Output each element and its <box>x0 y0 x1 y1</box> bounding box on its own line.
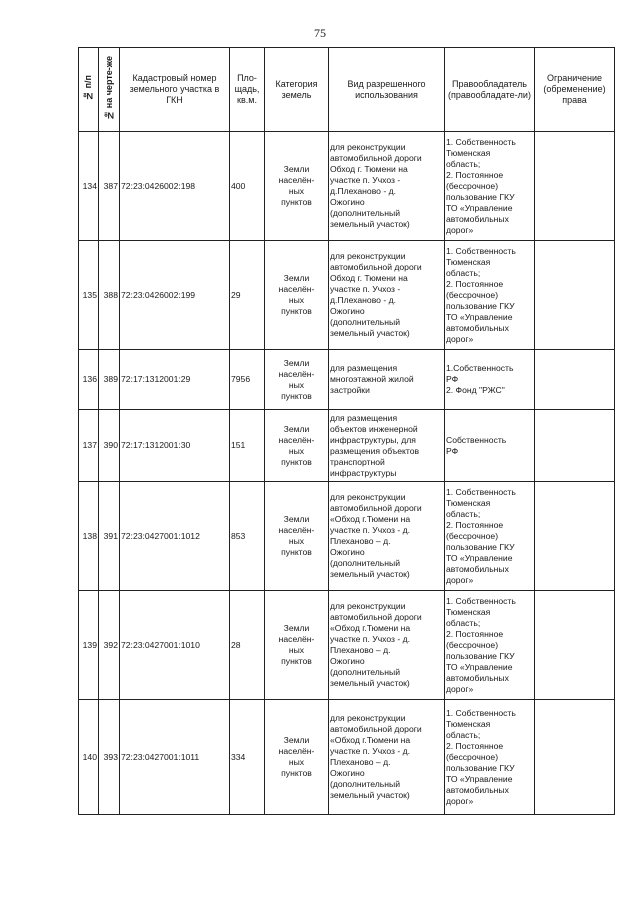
cell-owner-line: дорог» <box>446 333 474 344</box>
cell-use-line: для размещения <box>330 412 398 423</box>
cell-num: 137 <box>79 410 99 482</box>
cell-category-line: пунктов <box>281 197 312 207</box>
cell-category-line: Земли <box>283 164 310 174</box>
cell-owner-line: (бессрочное) <box>446 180 499 191</box>
cell-drawing: 393 <box>99 700 120 815</box>
cell-owner-line: Собственность <box>446 434 507 445</box>
cell-owner-line: 1. Собственность <box>446 595 516 606</box>
cell-area: 28 <box>230 591 265 700</box>
cell-owner-line: пользование ГКУ <box>446 191 515 202</box>
cell-use-line: земельный участок) <box>330 219 410 229</box>
cell-category-line: Земли <box>283 423 310 434</box>
cell-owner-line: 2. Постоянное <box>446 278 504 289</box>
cell-use-line: Плеханово – д. <box>330 757 391 767</box>
cell-use-line: земельный участок) <box>330 790 410 800</box>
cell-use-line: для реконструкции <box>330 713 406 723</box>
cell-cadastral: 72:23:0426002:199 <box>120 241 230 350</box>
cell-use-line: автомобильной дороги <box>330 612 422 622</box>
header-category: Категория земель <box>265 48 329 132</box>
cell-owner-line: дорог» <box>446 683 474 694</box>
cell-use-line: Ожогино <box>330 768 365 778</box>
page-number: 75 <box>314 26 326 40</box>
cell-restriction <box>535 700 615 815</box>
cell-owner-line: (бессрочное) <box>446 639 499 650</box>
header-cadastral: Кадастровый номер земельного участка в ГКН <box>120 48 230 132</box>
cell-use-line: участке п. Учхоз - <box>330 284 401 294</box>
cell-category-line: населён- <box>278 368 315 379</box>
cell-category-line: Земли <box>283 357 310 368</box>
cell-owner-line: ТО «Управление <box>446 552 513 563</box>
header-restriction: Ограничение (обременение) права <box>535 48 615 132</box>
table-row <box>79 591 615 700</box>
cell-owner-line: область; <box>446 267 481 278</box>
table-row <box>79 700 615 815</box>
cell-use-line: (дополнительный <box>330 208 401 218</box>
cell-owner <box>445 350 535 410</box>
cell-category-line: населён- <box>278 175 315 185</box>
table-row <box>79 482 615 591</box>
cell-owner-line: Тюменская <box>446 497 491 508</box>
cell-category <box>265 482 329 591</box>
cell-owner <box>445 410 535 482</box>
cell-owner-line: 1. Собственность <box>446 707 516 718</box>
cell-owner-line: 1. Собственность <box>446 245 516 256</box>
cell-owner-line: область; <box>446 158 481 169</box>
cell-owner-line: автомобильных <box>446 672 509 683</box>
cell-use-line: для размещения <box>330 363 398 373</box>
cell-num: 136 <box>79 350 99 410</box>
cell-drawing: 389 <box>99 350 120 410</box>
cell-use-line: д.Плеханово - д. <box>330 295 396 305</box>
cell-owner-line: (бессрочное) <box>446 751 499 762</box>
cell-use-line: размещения объектов <box>330 445 420 456</box>
cell-use-line: объектов инженерной <box>330 423 418 434</box>
cell-owner-line: пользование ГКУ <box>446 541 515 552</box>
cell-use-line: автомобильной дороги <box>330 262 422 272</box>
cell-owner-line: Тюменская <box>446 718 491 729</box>
cell-use-line: (дополнительный <box>330 317 401 327</box>
cell-owner-line: Тюменская <box>446 256 491 267</box>
cell-use-line: земельный участок) <box>330 678 410 688</box>
cell-category-line: ных <box>288 295 305 305</box>
cell-owner-line: дорог» <box>446 224 474 235</box>
cell-owner <box>445 591 535 700</box>
cell-num: 140 <box>79 700 99 815</box>
table-row <box>79 410 615 482</box>
cell-owner-line: 2. Постоянное <box>446 628 504 639</box>
cell-cadastral: 72:17:1312001:29 <box>120 350 230 410</box>
cell-category-line: населён- <box>278 634 315 644</box>
cell-category <box>265 700 329 815</box>
cell-area: 853 <box>230 482 265 591</box>
cell-use-line: Ожогино <box>330 197 365 207</box>
cell-use-line: Ожогино <box>330 656 365 666</box>
cell-restriction <box>535 132 615 241</box>
table-row <box>79 132 615 241</box>
cell-use-line: «Обход г.Тюмени на <box>330 514 411 524</box>
cell-use-line: для реконструкции <box>330 142 406 152</box>
cell-category <box>265 350 329 410</box>
cell-category-line: ных <box>288 186 305 196</box>
cell-owner-line: 1. Собственность <box>446 136 516 147</box>
cell-use-line: Ожогино <box>330 306 365 316</box>
cell-use-line: инфраструктуры, для <box>330 434 416 445</box>
table-body <box>79 132 615 815</box>
cell-category-line: ных <box>288 757 305 767</box>
cell-owner-line: дорог» <box>446 795 474 806</box>
cell-use-line: для реконструкции <box>330 601 406 611</box>
cell-owner-line: пользование ГКУ <box>446 762 515 773</box>
cell-use-line: Обход г. Тюмени на <box>330 273 408 283</box>
cell-category-line: пунктов <box>281 306 312 316</box>
cell-use-line: д.Плеханово - д. <box>330 186 396 196</box>
cell-use-line: участке п. Учхоз - д. <box>330 525 411 535</box>
header-owner: Правообладатель (правообладате-ли) <box>445 48 535 132</box>
cell-category-line: Земли <box>283 623 310 633</box>
table-row <box>79 241 615 350</box>
cell-area: 151 <box>230 410 265 482</box>
cell-use <box>329 350 445 410</box>
cell-owner-line: 2. Постоянное <box>446 740 504 751</box>
cell-owner-line: 1. Собственность <box>446 486 516 497</box>
cell-cadastral: 72:17:1312001:30 <box>120 410 230 482</box>
cell-category-line: населён- <box>278 434 315 445</box>
table-header-row <box>79 48 615 132</box>
cell-use <box>329 132 445 241</box>
cell-use-line: участке п. Учхоз - <box>330 175 401 185</box>
cell-owner <box>445 241 535 350</box>
cell-owner-line: пользование ГКУ <box>446 650 515 661</box>
cell-category-line: ных <box>288 536 305 546</box>
cell-use <box>329 241 445 350</box>
cell-use-line: (дополнительный <box>330 667 401 677</box>
cell-owner-line: ТО «Управление <box>446 773 513 784</box>
cell-owner-line: РФ <box>446 374 459 384</box>
cell-drawing: 391 <box>99 482 120 591</box>
cell-use-line: участке п. Учхоз - д. <box>330 634 411 644</box>
cell-owner-line: 2. Постоянное <box>446 169 504 180</box>
cell-owner-line: автомобильных <box>446 563 509 574</box>
cell-owner-line: область; <box>446 508 481 519</box>
cell-owner-line: автомобильных <box>446 784 509 795</box>
cell-use-line: инфраструктуры <box>330 467 397 478</box>
cell-category-line: населён- <box>278 284 315 294</box>
cell-use-line: транспортной <box>330 456 385 467</box>
cell-owner-line: 2. Постоянное <box>446 519 504 530</box>
cell-area: 400 <box>230 132 265 241</box>
cell-owner <box>445 132 535 241</box>
cell-use-line: участке п. Учхоз - д. <box>330 746 411 756</box>
cell-restriction <box>535 482 615 591</box>
cell-area: 29 <box>230 241 265 350</box>
cell-use-line: автомобильной дороги <box>330 503 422 513</box>
cell-use-line: автомобильной дороги <box>330 724 422 734</box>
cell-use-line: автомобильной дороги <box>330 153 422 163</box>
cell-owner <box>445 482 535 591</box>
cell-cadastral: 72:23:0427001:1011 <box>120 700 230 815</box>
header-use: Вид разрешенного использования <box>329 48 445 132</box>
cell-category-line: населён- <box>278 746 315 756</box>
cell-drawing: 390 <box>99 410 120 482</box>
cell-category-line: Земли <box>283 514 310 524</box>
cell-category-line: пунктов <box>281 768 312 778</box>
cell-category <box>265 132 329 241</box>
cell-num: 139 <box>79 591 99 700</box>
cell-owner-line: РФ <box>446 445 459 456</box>
cell-use-line: для реконструкции <box>330 251 406 261</box>
cell-restriction <box>535 241 615 350</box>
cell-use-line: (дополнительный <box>330 779 401 789</box>
cell-category-line: Земли <box>283 735 310 745</box>
cell-use-line: Обход г. Тюмени на <box>330 164 408 174</box>
cell-use-line: земельный участок) <box>330 328 410 338</box>
cell-owner-line: дорог» <box>446 574 474 585</box>
land-plot-table <box>78 47 615 815</box>
cell-area: 7956 <box>230 350 265 410</box>
cell-category-line: ных <box>288 645 305 655</box>
cell-use-line: Плеханово – д. <box>330 536 391 546</box>
cell-owner-line: (бессрочное) <box>446 289 499 300</box>
cell-area: 334 <box>230 700 265 815</box>
cell-category-line: пунктов <box>281 456 312 467</box>
cell-category <box>265 241 329 350</box>
cell-category-line: пунктов <box>281 656 312 666</box>
cell-owner-line: автомобильных <box>446 322 509 333</box>
cell-cadastral: 72:23:0426002:198 <box>120 132 230 241</box>
cell-cadastral: 72:23:0427001:1010 <box>120 591 230 700</box>
cell-owner-line: 1.Собственность <box>446 363 514 373</box>
cell-num: 135 <box>79 241 99 350</box>
cell-owner-line: ТО «Управление <box>446 202 513 213</box>
cell-category-line: пунктов <box>281 547 312 557</box>
cell-category-line: ных <box>288 379 305 390</box>
cell-owner-line: область; <box>446 729 481 740</box>
cell-use-line: Ожогино <box>330 547 365 557</box>
cell-num: 138 <box>79 482 99 591</box>
cell-use-line: застройки <box>330 385 370 395</box>
cell-category <box>265 410 329 482</box>
cell-drawing: 392 <box>99 591 120 700</box>
cell-use-line: многоэтажной жилой <box>330 374 414 384</box>
cell-restriction <box>535 410 615 482</box>
cell-category <box>265 591 329 700</box>
cell-owner-line: ТО «Управление <box>446 311 513 322</box>
cell-restriction <box>535 350 615 410</box>
cell-use <box>329 700 445 815</box>
cell-owner-line: ТО «Управление <box>446 661 513 672</box>
cell-restriction <box>535 591 615 700</box>
cell-drawing: 388 <box>99 241 120 350</box>
cell-category-line: пунктов <box>281 390 312 401</box>
cell-cadastral: 72:23:0427001:1012 <box>120 482 230 591</box>
cell-owner <box>445 700 535 815</box>
cell-owner-line: Тюменская <box>446 147 491 158</box>
cell-use <box>329 591 445 700</box>
cell-drawing: 387 <box>99 132 120 241</box>
cell-use-line: земельный участок) <box>330 569 410 579</box>
cell-category-line: населён- <box>278 525 315 535</box>
cell-use-line: «Обход г.Тюмени на <box>330 623 411 633</box>
cell-use-line: «Обход г.Тюмени на <box>330 735 411 745</box>
cell-owner-line: (бессрочное) <box>446 530 499 541</box>
cell-category-line: ных <box>288 445 305 456</box>
cell-use <box>329 410 445 482</box>
cell-use-line: (дополнительный <box>330 558 401 568</box>
header-drawing: № на черте-же <box>99 48 120 132</box>
header-area: Пло-щадь, кв.м. <box>230 48 265 132</box>
cell-owner-line: пользование ГКУ <box>446 300 515 311</box>
cell-owner-line: область; <box>446 617 481 628</box>
cell-use-line: для реконструкции <box>330 492 406 502</box>
cell-use <box>329 482 445 591</box>
cell-owner-line: автомобильных <box>446 213 509 224</box>
cell-owner-line: 2. Фонд "РЖС" <box>446 385 505 395</box>
header-num: № п/п <box>79 48 99 132</box>
cell-num: 134 <box>79 132 99 241</box>
table-row <box>79 350 615 410</box>
cell-use-line: Плеханово – д. <box>330 645 391 655</box>
cell-owner-line: Тюменская <box>446 606 491 617</box>
cell-category-line: Земли <box>283 273 310 283</box>
